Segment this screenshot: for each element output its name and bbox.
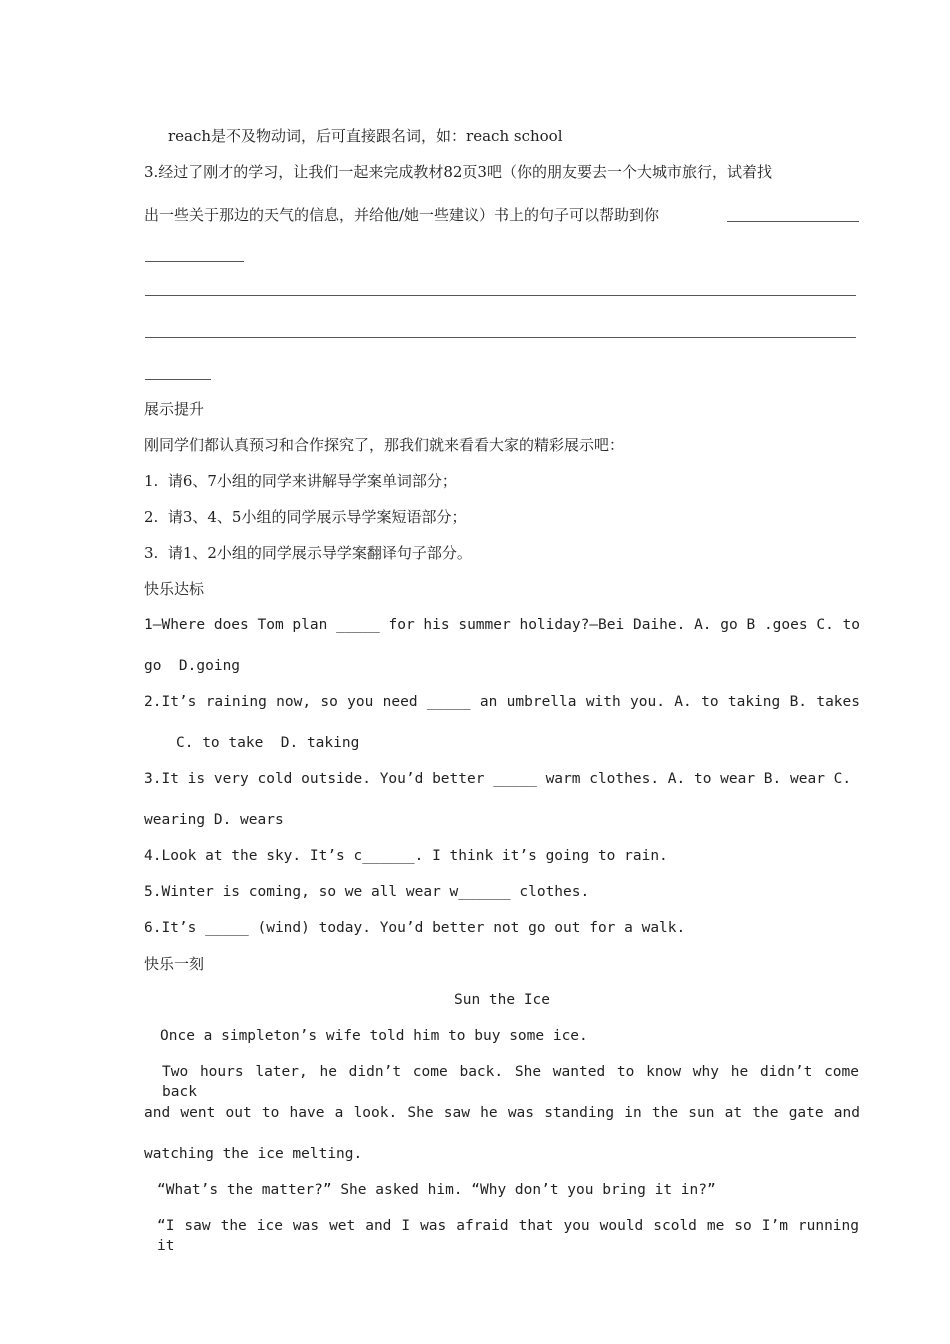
showcase-item: 3. 请1、2小组的同学展示导学案翻译句子部分。 [144,544,472,562]
story-paragraph-4: “I saw the ice was wet and I was afraid that you would scold me so I’m running it [157,1218,859,1254]
showcase-heading: 展示提升 [144,400,205,418]
story-paragraph-1: Once a simpleton’s wife told him to buy some ice. [160,1028,588,1044]
answer-blank-1 [727,221,859,222]
question-5: 5.Winter is coming, so we all wear w______ clothes. [144,884,590,900]
task3-line1: 3.经过了刚才的学习，让我们一起来完成教材82页3吧（你的朋友要去一个大城市旅行，试着找 [144,163,772,181]
reach-note: reach是不及物动词，后可直接跟名词，如：reach school [168,127,563,145]
question-1-line1: 1—Where does Tom plan _____ for his summer holiday?—Bei Daihe. A. go B .goes C. to [144,617,860,633]
story-paragraph-2-line3: watching the ice melting. [144,1146,363,1162]
story-paragraph-2-line1: Two hours later, he didn’t come back. She wanted to know why he didn’t come back [162,1064,859,1100]
answer-blank-4 [145,337,856,338]
question-3-line2: wearing D. wears [144,812,284,828]
story-paragraph-2-line2: and went out to have a look. She saw he was standing in the sun at the gate and [144,1105,860,1121]
fun-heading: 快乐一刻 [144,955,205,973]
question-1-line2: go D.going [144,658,241,674]
question-4: 4.Look at the sky. It’s c______. I think it’s going to rain. [144,848,668,864]
showcase-intro: 刚同学们都认真预习和合作探究了，那我们就来看看大家的精彩展示吧： [144,436,625,454]
story-paragraph-3: “What’s the matter?” She asked him. “Why don’t you bring it in?” [157,1182,716,1198]
question-2-line1: 2.It’s raining now, so you need _____ an umbrella with you. A. to taking B. takes [144,694,860,710]
question-2-line2: C. to take D. taking [176,735,360,751]
question-6: 6.It’s _____ (wind) today. You’d better not go out for a walk. [144,920,686,936]
answer-blank-5 [145,379,211,380]
practice-heading: 快乐达标 [144,580,205,598]
question-3-line1: 3.It is very cold outside. You’d better _____ warm clothes. A. to wear B. wear C. [144,771,852,787]
answer-blank-3 [145,295,856,296]
answer-blank-2 [145,261,244,262]
showcase-item: 1. 请6、7小组的同学来讲解导学案单词部分； [144,472,457,490]
showcase-item: 2. 请3、4、5小组的同学展示导学案短语部分； [144,508,467,526]
task3-line2: 出一些关于那边的天气的信息，并给他/她一些建议）书上的句子可以帮助到你 [144,206,660,224]
story-title: Sun the Ice [453,992,551,1008]
